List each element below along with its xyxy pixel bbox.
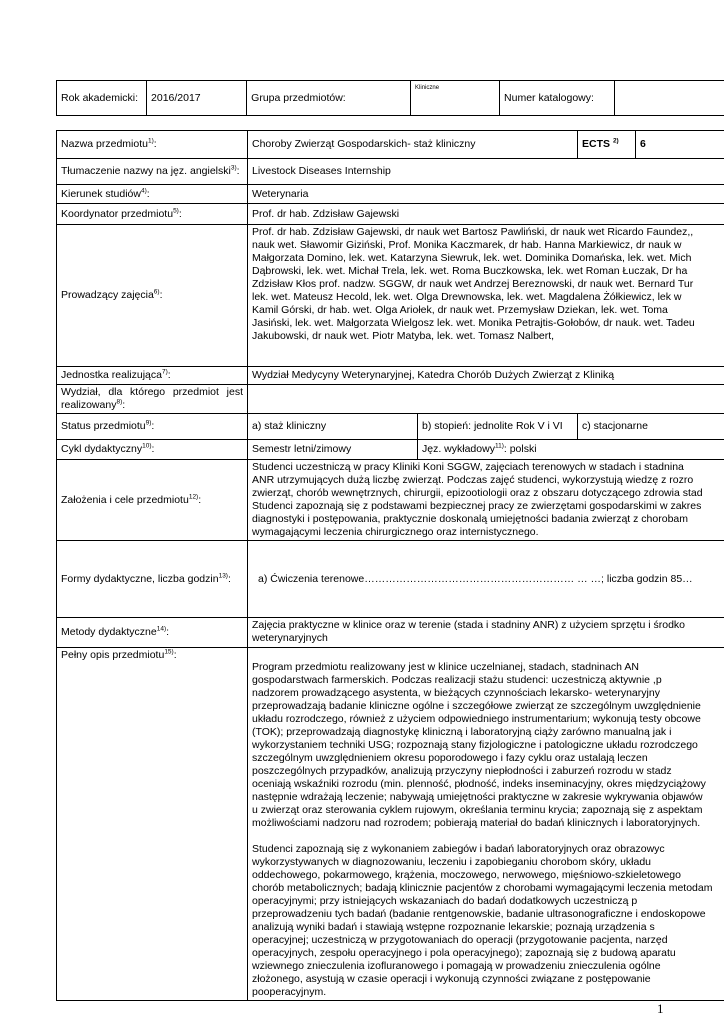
zal-value: Studenci uczestniczą w pracy Kliniki Koni SGGW, zajęciach terenowych w stadach i stadnina ANR utrzymujących dużą liczbę zwierząt. Podczas zajęć studenci, wykorzystują wiedzę z rozro zwierząt, chorób wewnętrznych, chirurgii, epizootiologii oraz z obszaru dotyczącego zdrowia stad Studenci zapoznają się z podstawami bezpiecznej pracy ze zwierzętami gospodarskimi w zakres diagnostyki i postępowania, praktycznie doskonalą umiejętności badania zwierząt z chorobam wymagającymi leczenia chirurgicznego oraz internistycznego. — [248, 460, 724, 541]
row-cykl — [57, 440, 724, 460]
status-a: a) staż kliniczny — [248, 414, 418, 440]
status-label: Status przedmiotu$^{9)}$: — [57, 414, 248, 440]
wydz-label: Wydział, dla którego przedmiot jest realizowany$^{8)}$: — [57, 385, 248, 414]
tlum-value: Livestock Diseases Internship — [248, 159, 724, 185]
zal-label: Założenia i cele przedmiotu$^{12)}$: — [57, 460, 248, 541]
nazwa-value: Choroby Zwierząt Gospodarskich- staż kliniczny — [248, 131, 578, 159]
koord-label: Koordynator przedmiotu$^{5)}$: — [57, 204, 248, 225]
cykl-value: Semestr letni/zimowy — [248, 440, 418, 460]
numer-label: Numer katalogowy: — [500, 81, 615, 116]
wydz-value — [248, 385, 724, 414]
cykl-label: Cykl dydaktyczny$^{10)}$: — [57, 440, 248, 460]
rok-label: Rok akademicki: — [57, 81, 147, 116]
tlum-label: Tłumaczenie nazwy na jęz. angielski$^{3)}$: — [57, 159, 248, 185]
prow-label: Prowadzący zajęcia$^{6)}$: — [57, 225, 248, 367]
status-c: c) stacjonarne — [578, 414, 724, 440]
opis-value — [248, 648, 724, 1001]
grupa-value: Kliniczne — [411, 81, 500, 116]
opis-paragraph-1: Program przedmiotu realizowany jest w klinice uczelnianej, stadach, stadninach AN gospodarstwach farmerskich. Podczas realizacji stażu studenci: uczestniczą aktywnie ,p nadzorem prowadzącego asystenta, w bieżących czynnościach lekarsko- weterynaryjny przeprowadzają badanie kliniczne ogólne i szczegółowe zwierząt ze szczególnym uwzględnienie układu rozrodczego, również z użyciem odpowiedniego instrumentarium; wykonują testy obcowe (TOK); przeprowadzają diagnostykę kliniczną i laboratoryjną ciąży zarówno manualną jak i wykorzystaniem techniki USG; rozpoznają stany fizjologiczne i patologiczne układu rozrodczego szczególnym uwzględnieniem okresu poporodowego i fazy cyklu oraz ustalają leczen poszczególnych przypadków, analizują przyczyny niepłodności i zaburzeń rozrodu w stadz oceniają wskaźniki rozrodu (min. plenność, płodność, indeks inseminacyjny, okres międzyciążowy następnie wdrażają leczenie; nabywają umiejętności praktyczne w zakresie wykrywania objawów u zwierząt oraz sterowania cyklem rujowym, określania terminu krycia; zapoznają się z aspektam możliwościami nadzoru nad rozrodem; pobierają materiał do badań klinicznych i laboratoryjnych. — [252, 661, 706, 829]
koord-value: Prof. dr hab. Zdzisław Gajewski — [248, 204, 724, 225]
row-wydzial — [57, 385, 724, 414]
row-prowadzacy — [57, 225, 724, 367]
row-jednostka — [57, 367, 724, 385]
header-table — [56, 80, 724, 116]
opis-paragraph-2: Studenci zapoznają się z wykonaniem zabiegów i badań laboratoryjnych oraz obrazowyc wykorzystywanych w diagnozowaniu, leczeniu i zapobieganiu chorobom skóry, układu oddechowego, pokarmowego, krążenia, moczowego, nerwowego, mięśniowo-szkieletowego chorób metabolicznych; badają klinicznie pacjentów z chorobami wymagającymi leczenia metodam operacyjnymi; przy istniejących wskazaniach do badań dodatkowych uczestniczą p przeprowadzeniu tych badań (badanie rentgenowskie, badanie ultrasonograficzne i endoskopowe analizują wyniki badań i stawiają wstępne rozpoznanie lekarskie; poznają urządzenia s operacyjnej; uczestniczą w przygotowaniach do operacji (przygotowanie pacjenta, narzęd operacyjnych, zespołu operacyjnego i pola operacyjnego); zapoznają się z budową aparatu wziewnego znieczulenia izofluranowego i pomagają w prowadzeniu znieczulenia ogólne złożonego, asystują w czasie operacji i wykonują czynności związane z postępowanie pooperacyjnym. — [252, 843, 713, 998]
row-koordynator — [57, 204, 724, 225]
rok-value: 2016/2017 — [147, 81, 247, 116]
nazwa-label: Nazwa przedmiotu$^{1)}$: — [57, 131, 248, 159]
row-opis — [57, 648, 724, 1001]
jezyk-value: Jęz. wykładowy$^{11)}$: polski — [418, 440, 724, 460]
numer-value — [615, 81, 724, 116]
row-formy — [57, 541, 724, 618]
row-kierunek — [57, 185, 724, 204]
formy-value: a) Ćwiczenia terenowe…………………………………………………… … …; liczba godzin 85… — [248, 541, 724, 618]
syllabus-table — [56, 130, 724, 1001]
row-nazwa — [57, 131, 724, 159]
row-tlumaczenie — [57, 159, 724, 185]
metody-label: Metody dydaktyczne$^{14)}$: — [57, 618, 248, 648]
kier-label: Kierunek studiów$^{4)}$: — [57, 185, 248, 204]
ects-label: ECTS $^{2)}$ — [578, 131, 636, 159]
page-number: 1 — [657, 1001, 664, 1016]
grupa-label: Grupa przedmiotów: — [247, 81, 411, 116]
ects-value: 6 — [636, 131, 724, 159]
kier-value: Weterynaria — [248, 185, 724, 204]
prow-value: Prof. dr hab. Zdzisław Gajewski, dr nauk wet Bartosz Pawliński, dr nauk wet Ricardo Faundez,, nauk wet. Sławomir Giziński, Prof. Monika Kaczmarek, dr hab. Hanna Markiewicz, dr nauk w Małgorzata Domino, lek. wet. Katarzyna Siewruk, lek. wet. Dominika Domańska, lek. wet. Mich Dąbrowski, lek. wet. Michał Trela, lek. wet. Roma Buczkowska, lek. wet Roman Łuczak, Dr ha Zdzisław Kłos prof. nadzw. SGGW, dr nauk wet Andrzej Bereznowski, dr nauk wet. Bernard Tur lek. wet. Mateusz Hecold, lek. wet. Olga Drewnowska, lek. wet. Magdalena Żółkiewicz, lek w Kamil Górski, dr hab. wet. Olga Ariołek, dr nauk wet. Przemysław Dziekan, lek. wet. Toma Jasiński, lek. wet. Małgorzata Wielgosz lek. wet. Monika Petrajtis-Gołobów, dr nauk. wet. Tadeu Jakubowski, dr nauk wet. Piotr Matyba, lek. wet. Tomasz Nalbert, — [248, 225, 724, 367]
status-b: b) stopień: jednolite Rok V i VI — [418, 414, 578, 440]
formy-label: Formy dydaktyczne, liczba godzin$^{13)}$: — [57, 541, 248, 618]
jedn-value: Wydział Medycyny Weterynaryjnej, Katedra Chorób Dużych Zwierząt z Kliniką — [248, 367, 724, 385]
jedn-label: Jednostka realizująca$^{7)}$: — [57, 367, 248, 385]
metody-value: Zajęcia praktyczne w klinice oraz w terenie (stada i stadniny ANR) z użyciem sprzętu i środko weterynaryjnych — [248, 618, 724, 648]
opis-label: Pełny opis przedmiotu$^{15)}$: — [57, 648, 248, 1001]
row-zalozenia — [57, 460, 724, 541]
row-status — [57, 414, 724, 440]
row-metody — [57, 618, 724, 648]
